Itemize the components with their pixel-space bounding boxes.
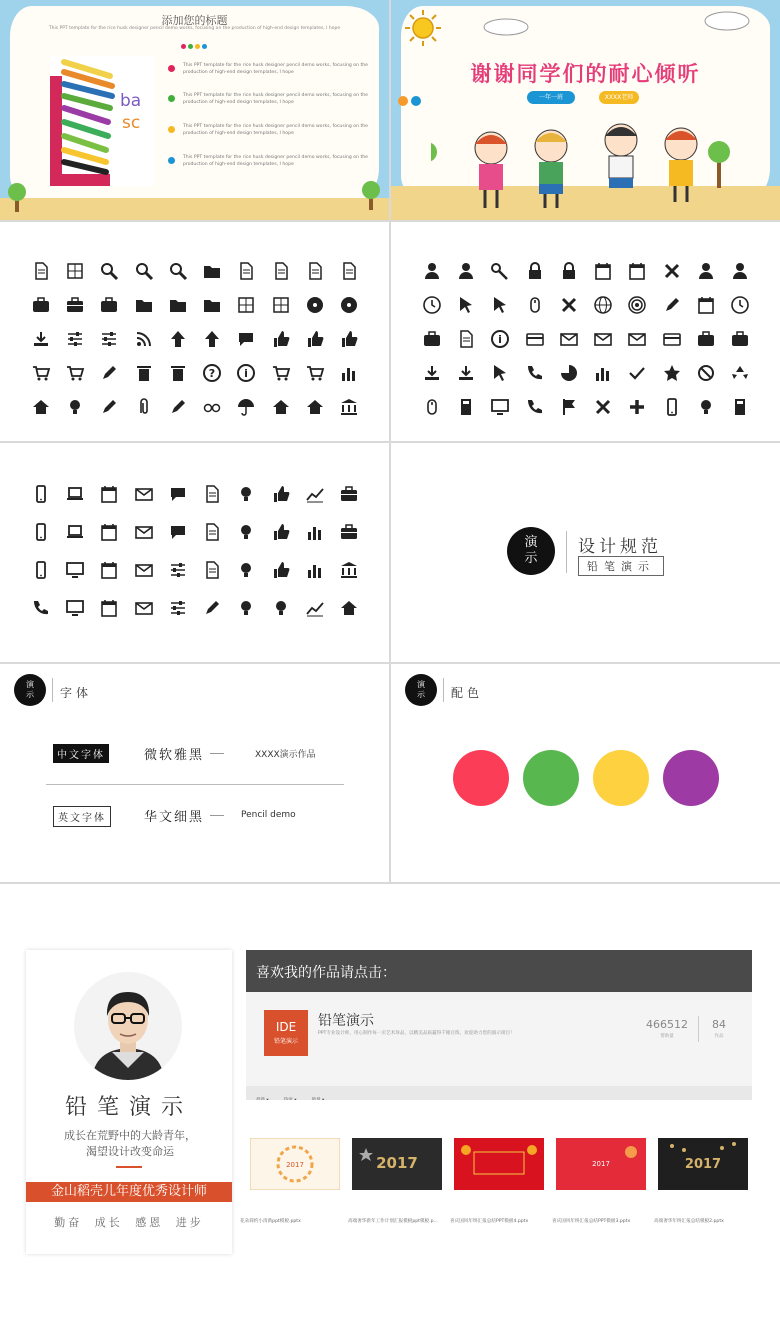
doc-icon <box>235 260 257 282</box>
work-caption[interactable]: 高端奢华年终汇报总结模板2.pptx <box>654 1219 724 1224</box>
author-tags: 勤奋 成长 感恩 进步 <box>54 1216 204 1229</box>
laptop-icon <box>64 521 86 543</box>
download-icon <box>30 328 52 350</box>
doc-icon <box>304 260 326 282</box>
calendar-icon <box>626 260 648 282</box>
search-icon <box>98 260 120 282</box>
thumb-icon <box>338 328 360 350</box>
info-icon <box>235 362 257 384</box>
clock-icon <box>729 294 751 316</box>
icon-row <box>30 288 360 322</box>
pie-icon <box>558 362 580 384</box>
help-icon <box>201 362 223 384</box>
icon-row <box>30 551 360 589</box>
folder-icon <box>133 294 155 316</box>
thumb-icon <box>270 328 292 350</box>
lock-icon <box>524 260 546 282</box>
globe-icon <box>592 294 614 316</box>
work-thumbnail[interactable] <box>250 1138 340 1190</box>
check-icon <box>626 362 648 384</box>
doc-icon <box>201 559 223 581</box>
icon-grid <box>30 254 360 424</box>
icon-row <box>421 254 751 288</box>
svg-text:sc: sc <box>122 113 141 133</box>
target-icon <box>626 294 648 316</box>
stat-help: 466512 帮助量 <box>646 1018 688 1039</box>
mobile-icon <box>661 396 683 418</box>
work-thumbnail[interactable] <box>556 1138 646 1190</box>
calc-icon <box>455 396 477 418</box>
laptop-icon <box>64 483 86 505</box>
en-font-tag: 英文字体 <box>53 806 111 827</box>
ban-icon <box>695 362 717 384</box>
grid-icon <box>270 294 292 316</box>
shop-description: PPT专业设计师，用心制作每一页艺术珍品，以精美品质赢得千锤百炼，欢迎助力您的演示项目！ <box>318 1031 515 1036</box>
thumb-icon <box>270 559 292 581</box>
icon-row <box>30 390 360 424</box>
demo-badge: 演 示 <box>507 527 555 575</box>
cart-icon <box>30 362 52 384</box>
clip-icon <box>133 396 155 418</box>
download-icon <box>421 362 443 384</box>
up-icon <box>167 328 189 350</box>
thanks-title: 谢谢同学们的耐心倾听 <box>470 62 701 86</box>
bank-icon <box>338 559 360 581</box>
slide-thanks[interactable] <box>391 0 780 220</box>
color-swatch-purple <box>663 750 719 806</box>
panel-title: 喜欢我的作品请点击： <box>246 950 752 992</box>
calendar-icon <box>98 483 120 505</box>
download-icon <box>455 362 477 384</box>
color-dots <box>397 95 423 107</box>
cursor-icon <box>455 294 477 316</box>
bag-icon <box>729 328 751 350</box>
award-banner: 金山稻壳儿年度优秀设计师 <box>26 1182 232 1202</box>
work-caption[interactable]: 花朵简约小清新ppt模板.pptx <box>240 1219 301 1224</box>
bars-icon <box>338 362 360 384</box>
icon-row <box>30 356 360 390</box>
doc-icon <box>338 260 360 282</box>
home-icon <box>30 396 52 418</box>
card-icon <box>661 328 683 350</box>
slide-icons-devices[interactable] <box>0 443 389 662</box>
icon-row <box>30 589 360 627</box>
bullet-item: This PPT template for the rice husk designer pencil demo works, focusing on the production of high-end design templates, I hope <box>168 62 368 76</box>
cursor-icon <box>489 294 511 316</box>
mail-icon <box>133 597 155 619</box>
calendar-icon <box>98 559 120 581</box>
sliders-icon <box>167 597 189 619</box>
bulb-icon <box>235 521 257 543</box>
cross-icon <box>558 294 580 316</box>
svg-text:2017: 2017 <box>592 1160 610 1168</box>
slide-subtitle: This PPT template for the rice husk designer pencil demo works, focusing on the production of high-end design templates, I hope <box>48 26 341 31</box>
shop-logo[interactable]: IDE 铅笔演示 <box>264 1010 308 1056</box>
slide-title-bullets[interactable] <box>0 0 389 220</box>
cursor-icon <box>489 362 511 384</box>
mail-icon <box>558 328 580 350</box>
bulb-icon <box>64 396 86 418</box>
color-swatch-red <box>453 750 509 806</box>
bullet-item: This PPT template for the rice husk designer pencil demo works, focusing on the production of high-end design templates, I hope <box>168 92 368 106</box>
slide-colors[interactable] <box>391 664 780 882</box>
svg-text:i: i <box>498 333 503 346</box>
disk-icon <box>304 294 326 316</box>
mail-icon <box>592 328 614 350</box>
icon-row <box>421 322 751 356</box>
spec-subtitle: 铅笔演示 <box>578 556 664 576</box>
svg-text:ba: ba <box>120 91 142 111</box>
icon-row <box>30 475 360 513</box>
pencil-icon <box>167 396 189 418</box>
calc-icon <box>729 396 751 418</box>
pencil-icon <box>201 597 223 619</box>
doc-icon <box>201 521 223 543</box>
author-card <box>26 950 232 1254</box>
phone-icon <box>524 362 546 384</box>
pencil-icon <box>661 294 683 316</box>
cart-icon <box>64 362 86 384</box>
plus-icon <box>626 396 648 418</box>
glasses-icon <box>201 396 223 418</box>
slide-fonts[interactable] <box>0 664 389 882</box>
work-thumbnail[interactable] <box>454 1138 544 1190</box>
icon-row <box>421 356 751 390</box>
slide-author[interactable] <box>0 884 780 1324</box>
cart-icon <box>270 362 292 384</box>
svg-text:2017: 2017 <box>286 1161 304 1169</box>
cn-font-name: 微软雅黑 <box>144 748 205 763</box>
works-thumbnails <box>240 1100 752 1254</box>
chat-icon <box>235 328 257 350</box>
mail-icon <box>626 328 648 350</box>
bulb-icon <box>235 483 257 505</box>
section-heading: 字体 <box>60 686 93 700</box>
icon-row <box>30 513 360 551</box>
person-icon <box>729 260 751 282</box>
dash <box>210 815 224 816</box>
mobile-icon <box>30 559 52 581</box>
slide-icons-office[interactable] <box>0 222 389 441</box>
color-dots <box>181 34 209 53</box>
bulb-icon <box>270 597 292 619</box>
trash-icon <box>133 362 155 384</box>
pencils-image <box>50 56 154 186</box>
briefcase-icon <box>338 483 360 505</box>
divider <box>46 784 344 785</box>
monitor-icon <box>489 396 511 418</box>
sliders-icon <box>167 559 189 581</box>
mobile-icon <box>30 521 52 543</box>
card-icon <box>524 328 546 350</box>
demo-badge: 演 示 <box>14 674 46 706</box>
cross-icon <box>592 396 614 418</box>
divider <box>52 678 53 702</box>
search-icon <box>167 260 189 282</box>
pencil-icon <box>98 396 120 418</box>
mail-icon <box>133 483 155 505</box>
phone-icon <box>524 396 546 418</box>
mouse-icon <box>524 294 546 316</box>
shop-header <box>246 992 752 1082</box>
briefcase-icon <box>64 294 86 316</box>
icon-row <box>30 254 360 288</box>
section-heading: 配色 <box>451 686 484 700</box>
thumb-icon <box>270 521 292 543</box>
home-icon <box>338 597 360 619</box>
icon-row <box>421 288 751 322</box>
bullet-item: This PPT template for the rice husk designer pencil demo works, focusing on the production of high-end design templates, I hope <box>168 123 368 137</box>
up-icon <box>201 328 223 350</box>
icon-grid <box>30 475 360 627</box>
svg-text:2017: 2017 <box>376 1154 418 1172</box>
flag-icon <box>558 396 580 418</box>
bag-icon <box>421 328 443 350</box>
folder-icon <box>201 260 223 282</box>
grid-icon <box>235 294 257 316</box>
cross-icon <box>661 260 683 282</box>
tree-icon <box>6 182 28 212</box>
folder-icon <box>201 294 223 316</box>
info-icon <box>489 328 511 350</box>
shop-name[interactable]: 铅笔演示 <box>318 1013 374 1029</box>
cn-font-sample: XXXX演示作品 <box>255 750 316 760</box>
author-name: 铅笔演示 <box>64 1095 193 1120</box>
accent-line <box>116 1166 142 1168</box>
divider <box>566 531 567 573</box>
mail-icon <box>133 521 155 543</box>
bulb-icon <box>235 597 257 619</box>
mail-icon <box>133 559 155 581</box>
bulb-icon <box>695 396 717 418</box>
bag-icon <box>695 328 717 350</box>
calendar-icon <box>695 294 717 316</box>
bars-icon <box>592 362 614 384</box>
monitor-icon <box>64 559 86 581</box>
cloud-icon <box>481 14 531 36</box>
grid-icon <box>64 260 86 282</box>
doc-icon <box>201 483 223 505</box>
line-icon <box>304 597 326 619</box>
divider <box>698 1016 699 1042</box>
trash-icon <box>167 362 189 384</box>
doc-icon <box>30 260 52 282</box>
bars-icon <box>304 521 326 543</box>
bars-icon <box>304 559 326 581</box>
calendar-icon <box>98 597 120 619</box>
chat-icon <box>167 521 189 543</box>
pencil-icon <box>98 362 120 384</box>
disk-icon <box>338 294 360 316</box>
work-caption[interactable]: 喜庆国风年终汇报总结PPT模板4.pptx <box>450 1219 529 1224</box>
person-icon <box>455 260 477 282</box>
icon-grid <box>421 254 751 424</box>
phone-icon <box>30 597 52 619</box>
icon-row <box>30 322 360 356</box>
color-swatch-green <box>523 750 579 806</box>
demo-badge: 演 示 <box>405 674 437 706</box>
doc-icon <box>270 260 292 282</box>
doc-icon <box>455 328 477 350</box>
sliders-icon <box>64 328 86 350</box>
line-icon <box>304 483 326 505</box>
avatar <box>74 972 182 1080</box>
slide-title: 添加您的标题 <box>161 14 228 27</box>
en-font-sample: Pencil demo <box>241 810 296 820</box>
monitor-icon <box>64 597 86 619</box>
en-font-name: 华文细黑 <box>144 810 205 825</box>
icon-row <box>421 390 751 424</box>
works-panel <box>240 950 752 1254</box>
umbrella-icon <box>235 396 257 418</box>
bullet-item: This PPT template for the rice husk designer pencil demo works, focusing on the production of high-end design templates, I hope <box>168 154 368 168</box>
briefcase-icon <box>338 521 360 543</box>
svg-text:?: ? <box>208 367 216 380</box>
ground-strip <box>0 198 389 220</box>
class-pill: 一年一班 <box>527 91 575 104</box>
dash <box>210 753 224 754</box>
chat-icon <box>167 483 189 505</box>
sun-icon <box>403 8 443 48</box>
calendar-icon <box>592 260 614 282</box>
mobile-icon <box>30 483 52 505</box>
bulb-icon <box>235 559 257 581</box>
cloud-icon <box>701 8 753 32</box>
teacher-pill: XXXX老师 <box>599 91 639 104</box>
color-swatch-yellow <box>593 750 649 806</box>
home-icon <box>270 396 292 418</box>
rss-icon <box>133 328 155 350</box>
svg-text:2017: 2017 <box>684 1157 722 1172</box>
person-icon <box>695 260 717 282</box>
lock-icon <box>558 260 580 282</box>
work-caption[interactable]: 喜庆国风年终汇报总结PPT模板3.pptx <box>552 1219 631 1224</box>
svg-text:i: i <box>244 367 249 380</box>
folder-icon <box>167 294 189 316</box>
bank-icon <box>338 396 360 418</box>
bag-icon <box>30 294 52 316</box>
tree-icon <box>360 180 382 210</box>
search-icon <box>133 260 155 282</box>
recycle-icon <box>729 362 751 384</box>
slide-design-spec[interactable] <box>391 443 780 662</box>
calendar-icon <box>98 521 120 543</box>
kids-illustration <box>431 118 751 218</box>
clock-icon <box>421 294 443 316</box>
sliders-icon <box>98 328 120 350</box>
thumb-icon <box>270 483 292 505</box>
slide-icons-misc[interactable] <box>391 222 780 441</box>
spec-title: 设计规范 <box>578 537 662 557</box>
home-icon <box>304 396 326 418</box>
cart-icon <box>304 362 326 384</box>
divider <box>443 678 444 702</box>
thumb-icon <box>304 328 326 350</box>
key-icon <box>489 260 511 282</box>
star-icon <box>661 362 683 384</box>
sort-bar <box>246 1086 752 1100</box>
mouse-icon <box>421 396 443 418</box>
cn-font-tag: 中文字体 <box>53 744 109 763</box>
author-motto: 成长在荒野中的大龄青年，渴望设计改变命运 <box>64 1129 196 1158</box>
person-icon <box>421 260 443 282</box>
work-caption[interactable]: 高端奢华新年工作计划汇报模板ppt模板.p... <box>348 1219 438 1224</box>
stat-works: 84 作品 <box>712 1018 726 1039</box>
work-thumbnail[interactable] <box>658 1138 748 1190</box>
work-thumbnail[interactable] <box>352 1138 442 1190</box>
bag-icon <box>98 294 120 316</box>
